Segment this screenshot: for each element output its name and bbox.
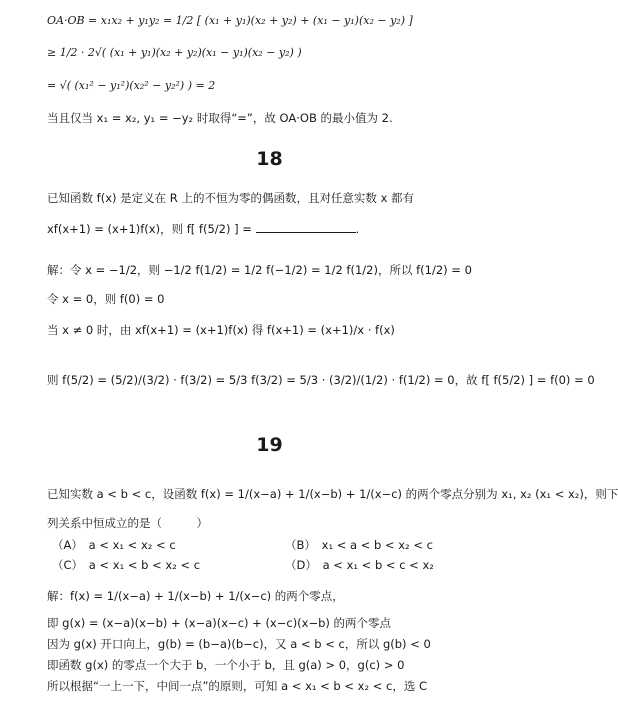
option-d: （D） a < x₁ < b < c < x₂ (285, 558, 434, 572)
p18-question-line-2 (47, 220, 359, 237)
p18-question-end: . (355, 222, 360, 236)
p19-solution-line-3: 因为 g(x) 开口向上，g(b) = (b−a)(b−c)，又 a < b < c，所以 g(b) < 0 (47, 637, 431, 651)
p18-question-expr: xf(x+1) = (x+1)f(x)，则 f[ f(5/2) ] = (47, 222, 252, 236)
p19-question-line-1: 已知实数 a < b < c，设函数 f(x) = 1/(x−a) + 1/(x−b) + 1/(x−c) 的两个零点分别为 x₁, x₂ (x₁ < x₂)，则下 (47, 487, 618, 501)
top-line-2: ≥ 1/2 · 2√( (x₁ + y₁)(x₂ + y₂)(x₁ − y₁)(x₂ − y₂) ) (47, 46, 302, 59)
problem-number-19: 19 (256, 434, 283, 456)
answer-blank (256, 220, 356, 233)
top-conclusion: 当且仅当 x₁ = x₂, y₁ = −y₂ 时取得“=”，故 OA·OB 的最小值为 2. (47, 111, 393, 125)
p19-solution-line-4: 即函数 g(x) 的零点一个大于 b，一个小于 b，且 g(a) > 0，g(c) > 0 (47, 658, 405, 672)
p18-solution-line-4: 则 f(5/2) = (5/2)/(3/2) · f(3/2) = 5/3 f(3/2) = 5/3 · (3/2)/(1/2) · f(1/2) = 0，故 f[ f(5/2) ] = f(0) = 0 (47, 373, 595, 387)
p19-solution-line-5: 所以根据“一上一下，中间一点”的原则，可知 a < x₁ < b < x₂ < c，选 C (47, 679, 428, 693)
p18-solution-line-3: 当 x ≠ 0 时，由 xf(x+1) = (x+1)f(x) 得 f(x+1) = (x+1)/x · f(x) (47, 323, 395, 337)
problem-number-18: 18 (256, 148, 283, 170)
top-line-3: = √( (x₁² − y₁²)(x₂² − y₂²) ) = 2 (47, 79, 216, 92)
p18-question-line-1: 已知函数 f(x) 是定义在 R 上的不恒为零的偶函数，且对任意实数 x 都有 (47, 191, 415, 205)
option-b: （B） x₁ < a < b < x₂ < c (285, 538, 433, 552)
p19-question-line-2: 列关系中恒成立的是（ ） (47, 516, 208, 530)
option-c: （C） a < x₁ < b < x₂ < c (52, 558, 201, 572)
p18-solution-line-1: 解：令 x = −1/2，则 −1/2 f(1/2) = 1/2 f(−1/2) = 1/2 f(1/2)，所以 f(1/2) = 0 (47, 263, 472, 277)
p19-solution-line-1: 解：f(x) = 1/(x−a) + 1/(x−b) + 1/(x−c) 的两个零点， (47, 589, 344, 603)
p19-solution-line-2: 即 g(x) = (x−a)(x−b) + (x−a)(x−c) + (x−c)(x−b) 的两个零点 (47, 616, 392, 630)
p18-solution-line-2: 令 x = 0，则 f(0) = 0 (47, 292, 165, 306)
top-line-1: OA·OB = x₁x₂ + y₁y₂ = 1/2 [ (x₁ + y₁)(x₂ + y₂) + (x₁ − y₁)(x₂ − y₂) ] (47, 14, 413, 27)
option-a: （A） a < x₁ < x₂ < c (52, 538, 176, 552)
